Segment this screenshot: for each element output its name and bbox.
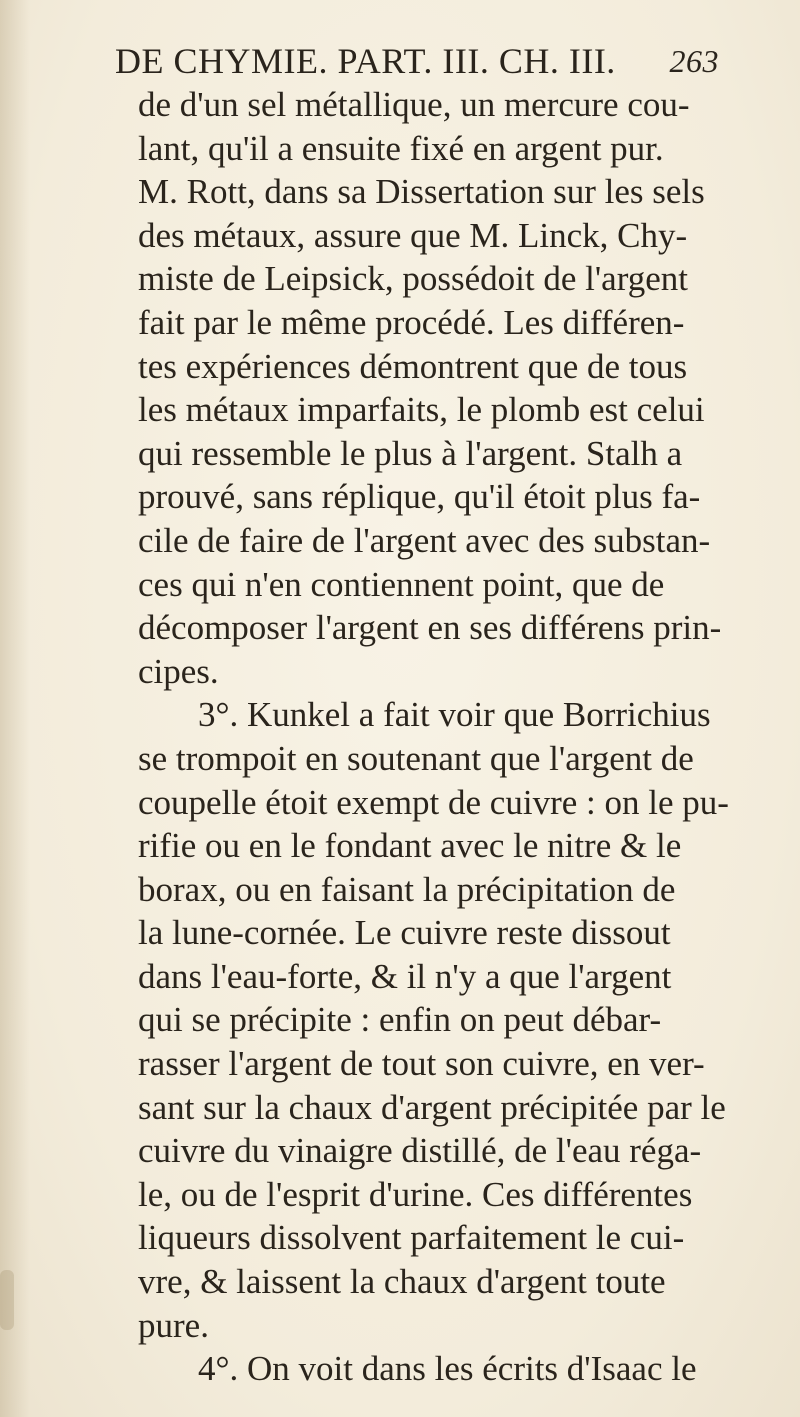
running-header — [115, 38, 775, 84]
body-text — [138, 83, 778, 1391]
text-line: qui se précipite : enfin on peut débar- — [138, 1000, 662, 1040]
text-line: rasser l'argent de tout son cuivre, en ver- — [138, 1044, 705, 1084]
text-line: prouvé, sans réplique, qu'il étoit plus fa- — [138, 477, 701, 517]
paper-stain — [0, 1270, 14, 1330]
text-line: cipes. — [138, 651, 219, 691]
text-line: rifie ou en le fondant avec le nitre & le — [138, 826, 682, 866]
text-line: se trompoit en soutenant que l'argent de — [138, 738, 694, 778]
text-line: dans l'eau-forte, & il n'y a que l'argent — [138, 956, 672, 996]
text-line: le, ou de l'esprit d'urine. Ces différentes — [138, 1174, 693, 1214]
binding-shadow — [0, 0, 30, 1417]
text-line: coupelle étoit exempt de cuivre : on le pu- — [138, 782, 729, 822]
text-line: liqueurs dissolvent parfaitement le cui- — [138, 1218, 685, 1258]
text-line: vre, & laissent la chaux d'argent toute — [138, 1262, 666, 1302]
text-line: borax, ou en faisant la précipitation de — [138, 869, 676, 909]
paragraph-start-line: 4°. On voit dans les écrits d'Isaac le — [198, 1349, 697, 1389]
running-title: DE CHYMIE. PART. III. CH. III. — [115, 41, 616, 81]
text-line: M. Rott, dans sa Dissertation sur les sels — [138, 172, 705, 212]
text-line: pure. — [138, 1305, 209, 1345]
text-line: miste de Leipsick, possédoit de l'argent — [138, 259, 688, 299]
text-line: de d'un sel métallique, un mercure cou- — [138, 85, 690, 124]
text-line: tes expériences démontrent que de tous — [138, 346, 688, 386]
text-line: cuivre du vinaigre distillé, de l'eau réga- — [138, 1131, 702, 1171]
text-line: qui ressemble le plus à l'argent. Stalh a — [138, 433, 683, 473]
text-line: sant sur la chaux d'argent précipitée par le — [138, 1087, 726, 1127]
paragraph-start-line: 3°. Kunkel a fait voir que Borrichius — [198, 695, 711, 735]
text-line: décomposer l'argent en ses différens prin- — [138, 608, 722, 648]
text-line: lant, qu'il a ensuite fixé en argent pur. — [138, 128, 664, 168]
text-line: ces qui n'en contiennent point, que de — [138, 564, 665, 604]
page-number: 263 — [669, 43, 719, 79]
text-line: la lune-cornée. Le cuivre reste dissout — [138, 913, 671, 953]
text-line: des métaux, assure que M. Linck, Chy- — [138, 215, 688, 255]
text-line: les métaux imparfaits, le plomb est celui — [138, 390, 705, 430]
text-line: cile de faire de l'argent avec des substan- — [138, 520, 711, 560]
text-line: fait par le même procédé. Les différen- — [138, 302, 685, 342]
